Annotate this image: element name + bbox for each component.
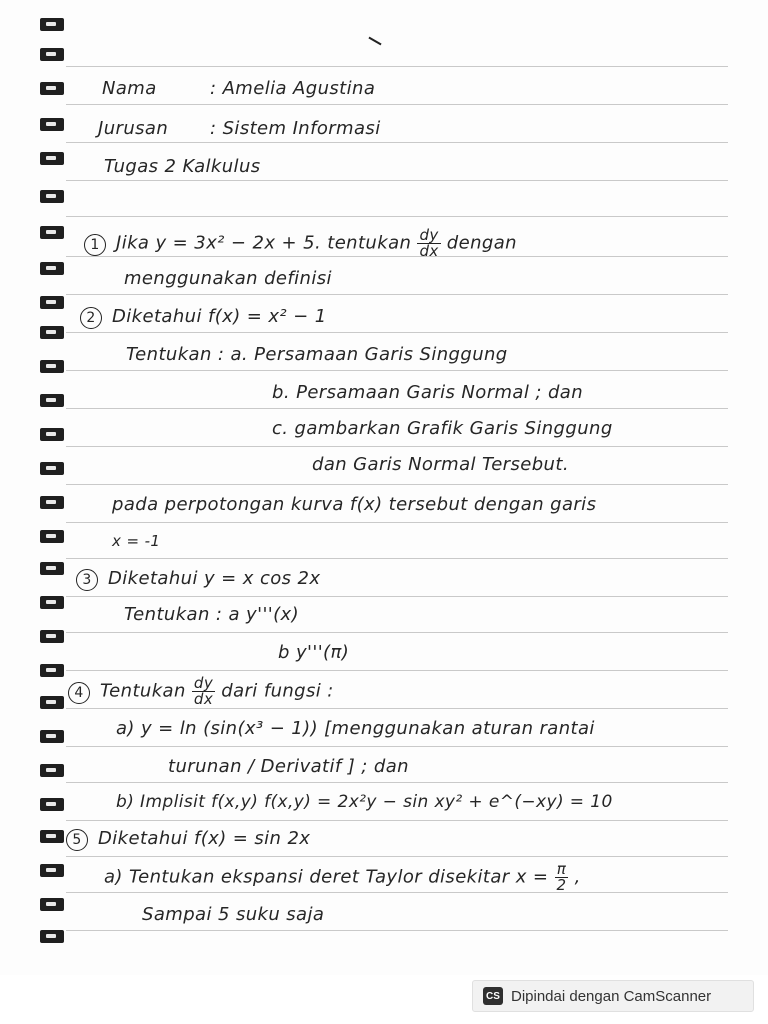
ruled-line	[66, 708, 728, 709]
question-5-part-a-cont: Sampai 5 suku saja	[142, 904, 325, 925]
spiral-ring	[40, 530, 64, 543]
ruled-line	[66, 522, 728, 523]
question-2-line-1	[80, 306, 327, 329]
question-1-text: Jika y = 3x² − 2x + 5. tentukan	[116, 232, 412, 254]
pen-tick-mark	[368, 37, 381, 46]
spiral-ring	[40, 360, 64, 373]
question-4-tentukan: Tentukan	[100, 680, 186, 702]
question-3-part-b: b y'''(π)	[278, 642, 350, 663]
spiral-ring	[40, 930, 64, 943]
ruled-line	[66, 216, 728, 217]
fraction-numerator: dy	[419, 226, 439, 244]
question-3-part-a: Tentukan : a y'''(x)	[124, 604, 300, 625]
spiral-ring	[40, 462, 64, 475]
ruled-line	[66, 408, 728, 409]
spiral-ring	[40, 152, 64, 165]
question-1-line-2: menggunakan definisi	[124, 268, 332, 289]
fraction-denominator: dx	[193, 690, 214, 708]
question-4-part-b: b) Implisit f(x,y) f(x,y) = 2x²y − sin xy² + e^(−xy) = 10	[116, 792, 613, 812]
ruled-line	[66, 782, 728, 783]
question-5-line-1	[66, 828, 310, 851]
question-1-text-end: dengan	[446, 232, 517, 254]
spiral-ring	[40, 664, 64, 677]
spiral-ring	[40, 496, 64, 509]
ruled-line	[66, 484, 728, 485]
jurusan-value: : Sistem Informasi	[210, 118, 381, 139]
spiral-ring	[40, 864, 64, 877]
spiral-ring	[40, 48, 64, 61]
spiral-ring	[40, 262, 64, 275]
spiral-ring	[40, 696, 64, 709]
question-2-part-a: Tentukan : a. Persamaan Garis Singgung	[126, 344, 508, 365]
spiral-ring	[40, 190, 64, 203]
nama-value: : Amelia Agustina	[210, 78, 376, 99]
spiral-ring	[40, 562, 64, 575]
camscanner-watermark	[472, 980, 754, 1012]
ruled-line	[66, 632, 728, 633]
dy-dx-fraction	[417, 228, 440, 259]
spiral-ring	[40, 898, 64, 911]
question-number-2: 2	[80, 307, 102, 329]
question-2-pada: pada perpotongan kurva f(x) tersebut dengan garis	[112, 494, 597, 515]
spiral-ring	[40, 226, 64, 239]
fraction-numerator: π	[555, 862, 569, 878]
ruled-line	[66, 180, 728, 181]
question-2-x: x = -1	[112, 532, 161, 550]
question-number-4: 4	[68, 682, 90, 704]
ruled-line	[66, 746, 728, 747]
question-4-text-end: dari fungsi :	[221, 680, 334, 702]
nama-label: Nama	[102, 78, 157, 99]
ruled-line	[66, 446, 728, 447]
spiral-ring	[40, 630, 64, 643]
watermark-text: Dipindai dengan CamScanner	[511, 987, 712, 1005]
fraction-denominator: 2	[556, 876, 567, 894]
question-number-3: 3	[76, 569, 98, 591]
spiral-ring	[40, 764, 64, 777]
question-2-part-c: c. gambarkan Grafik Garis Singgung	[272, 418, 613, 439]
question-5-text: Diketahui f(x) = sin 2x	[98, 828, 311, 849]
tugas-title: Tugas 2 Kalkulus	[104, 156, 261, 177]
question-number-1: 1	[84, 234, 106, 256]
spiral-ring	[40, 394, 64, 407]
ruled-line	[66, 332, 728, 333]
ruled-line	[66, 930, 728, 931]
spiral-ring	[40, 428, 64, 441]
camscanner-logo-icon: CS	[483, 987, 503, 1005]
ruled-line	[66, 558, 728, 559]
fraction-numerator: dy	[193, 674, 214, 692]
question-2-part-b: b. Persamaan Garis Normal ; dan	[272, 382, 584, 403]
question-4-part-a-cont: turunan / Derivatif ] ; dan	[168, 756, 409, 777]
spiral-ring	[40, 18, 64, 31]
question-3-line-1	[76, 568, 320, 591]
question-5-part-a-end: ,	[574, 866, 581, 888]
ruled-line	[66, 670, 728, 671]
pi-over-2-fraction	[555, 862, 569, 893]
question-4-part-a: a) y = ln (sin(x³ − 1)) [menggunakan aturan rantai	[116, 718, 595, 739]
ruled-line	[66, 856, 728, 857]
ruled-line	[66, 596, 728, 597]
spiral-ring	[40, 830, 64, 843]
ruled-line	[66, 370, 728, 371]
ruled-line	[66, 66, 728, 67]
question-number-5: 5	[66, 829, 88, 851]
question-4-line-1	[68, 676, 334, 707]
ruled-line	[66, 294, 728, 295]
question-5-part-a-text: a) Tentukan ekspansi deret Taylor disekitar x =	[104, 866, 549, 888]
ruled-line	[66, 104, 728, 105]
spiral-ring	[40, 596, 64, 609]
question-2-part-c-cont: dan Garis Normal Tersebut.	[312, 454, 569, 475]
ruled-line	[66, 820, 728, 821]
jurusan-label: Jurusan	[98, 118, 169, 139]
spiral-ring	[40, 730, 64, 743]
spiral-ring	[40, 118, 64, 131]
question-3-text: Diketahui y = x cos 2x	[108, 568, 321, 589]
question-5-part-a	[104, 862, 581, 893]
spiral-ring	[40, 326, 64, 339]
spiral-ring	[40, 82, 64, 95]
ruled-line	[66, 142, 728, 143]
spiral-ring	[40, 798, 64, 811]
question-1-line-1	[84, 228, 517, 259]
question-2-text: Diketahui f(x) = x² − 1	[112, 306, 327, 327]
dy-dx-fraction	[192, 676, 215, 707]
spiral-ring	[40, 296, 64, 309]
fraction-denominator: dx	[419, 242, 439, 260]
